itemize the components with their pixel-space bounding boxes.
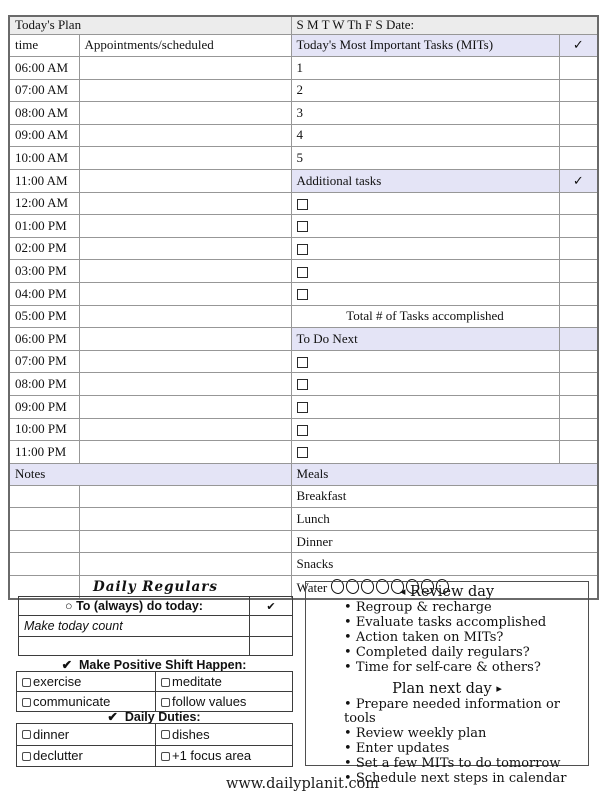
review-day-heading <box>306 584 588 600</box>
time-label: 07:00 PM <box>9 350 79 373</box>
time-label: 08:00 PM <box>9 373 79 396</box>
days-date-header: S M T W Th F S Date: <box>291 16 598 35</box>
bullet-item: • Enter updates <box>344 742 588 757</box>
task-cell: 2 <box>291 79 559 102</box>
appointment-cell <box>79 79 291 102</box>
schedule-row <box>9 441 598 464</box>
checkbox-item: dinner <box>17 724 156 746</box>
item-checkbox-icon <box>22 678 31 687</box>
task-cell <box>291 350 559 373</box>
mit-column-header: Today's Most Important Tasks (MITs) <box>291 35 559 57</box>
time-label: 02:00 PM <box>9 237 79 260</box>
empty-check-cell <box>250 637 293 656</box>
checkbox-item: dishes <box>156 724 293 746</box>
schedule-row <box>9 124 598 147</box>
daily-regulars-entry-row <box>19 616 293 637</box>
task-checkbox-icon <box>297 402 308 413</box>
task-cell: 3 <box>291 102 559 125</box>
appointment-cell <box>79 215 291 238</box>
meal-cell: Water <box>291 576 598 599</box>
task-cell: Additional tasks <box>291 169 559 192</box>
schedule-row <box>9 350 598 373</box>
checkbox-item: exercise <box>17 672 156 692</box>
appointment-cell <box>79 373 291 396</box>
checkbox-item: declutter <box>17 745 156 767</box>
schedule-row <box>9 102 598 125</box>
notes-cell-wide <box>79 508 291 531</box>
appointment-cell <box>79 124 291 147</box>
item-checkbox-icon <box>22 752 31 761</box>
task-checkbox-icon <box>297 267 308 278</box>
daily-duties-heading <box>16 709 292 724</box>
check-icon: ✔ <box>61 658 73 672</box>
check-column-header: ✓ <box>559 35 598 57</box>
site-url: www.dailyplanit.com <box>225 776 380 792</box>
checkbox-item: +1 focus area <box>156 745 293 767</box>
task-check-cell <box>559 237 598 260</box>
task-cell: 1 <box>291 57 559 80</box>
item-checkbox-icon <box>22 730 31 739</box>
schedule-row <box>9 328 598 351</box>
appointment-cell <box>79 418 291 441</box>
appointment-cell <box>79 282 291 305</box>
schedule-row <box>9 215 598 238</box>
bullet-item: • Review weekly plan <box>344 727 588 742</box>
meal-cell: Breakfast <box>291 485 598 508</box>
time-label: 01:00 PM <box>9 215 79 238</box>
notes-meal-row <box>9 508 598 531</box>
title-row <box>9 16 598 35</box>
time-label: 09:00 PM <box>9 395 79 418</box>
task-checkbox-icon <box>297 221 308 232</box>
task-check-cell <box>559 192 598 215</box>
notes-meal-row <box>9 485 598 508</box>
checkbox-item: follow values <box>156 692 293 712</box>
time-label: 08:00 AM <box>9 102 79 125</box>
schedule-row <box>9 373 598 396</box>
task-check-cell <box>559 147 598 170</box>
left-triangle-icon: ◂ <box>399 585 406 598</box>
task-cell <box>291 441 559 464</box>
bullet-item: • Set a few MITs to do tomorrow <box>344 757 588 772</box>
bullet-item: • Time for self-care & others? <box>344 661 588 676</box>
task-cell <box>291 418 559 441</box>
appointment-cell <box>79 305 291 328</box>
task-check-cell <box>559 57 598 80</box>
check-icon: ✔ <box>107 710 118 724</box>
bullet-item: • Evaluate tasks accomplished <box>344 616 588 631</box>
task-check-cell <box>559 124 598 147</box>
bullet-item: • Regroup & recharge <box>344 601 588 616</box>
plan-next-day-heading <box>306 681 588 697</box>
appointment-cell <box>79 260 291 283</box>
task-check-cell <box>559 79 598 102</box>
task-cell <box>291 260 559 283</box>
task-cell <box>291 373 559 396</box>
daily-duties-table <box>16 723 293 767</box>
item-checkbox-icon <box>161 730 170 739</box>
notes-cell-small <box>9 508 79 531</box>
schedule-row <box>9 57 598 80</box>
checkbox-item: meditate <box>156 672 293 692</box>
review-day-label: Review day <box>410 584 495 600</box>
daily-regulars-empty-cell <box>19 637 250 656</box>
meals-header: Meals <box>291 463 598 485</box>
task-check-cell <box>559 282 598 305</box>
entry-check-cell <box>250 616 293 637</box>
time-label: 09:00 AM <box>9 124 79 147</box>
review-plan-box <box>305 581 589 787</box>
item-checkbox-icon <box>161 752 170 761</box>
notes-meal-row <box>9 530 598 553</box>
schedule-row <box>9 282 598 305</box>
task-checkbox-icon <box>297 425 308 436</box>
schedule-rows <box>9 57 598 464</box>
right-triangle-icon: ▸ <box>496 681 502 695</box>
task-check-cell <box>559 350 598 373</box>
appointment-cell <box>79 192 291 215</box>
time-label: 04:00 PM <box>9 282 79 305</box>
daily-plan-table <box>8 15 599 600</box>
time-label: 12:00 AM <box>9 192 79 215</box>
positive-shift-heading <box>16 657 292 672</box>
positive-shift-table <box>16 671 293 712</box>
task-check-cell <box>559 441 598 464</box>
time-label: 03:00 PM <box>9 260 79 283</box>
time-label: 11:00 AM <box>9 169 79 192</box>
task-check-cell <box>559 260 598 283</box>
notes-cell-small <box>9 485 79 508</box>
task-check-cell: ✓ <box>559 169 598 192</box>
time-label: 10:00 PM <box>9 418 79 441</box>
task-cell <box>291 192 559 215</box>
checkbox-row <box>17 745 293 767</box>
checkbox-row <box>17 672 293 692</box>
appointment-cell <box>79 237 291 260</box>
appointment-cell <box>79 395 291 418</box>
bullet-item: • Action taken on MITs? <box>344 631 588 646</box>
notes-header: Notes <box>9 463 291 485</box>
schedule-row <box>9 237 598 260</box>
schedule-row <box>9 79 598 102</box>
notes-cell-wide <box>79 553 291 576</box>
review-day-list <box>306 601 588 676</box>
daily-regulars-title: Daily Regulars <box>93 579 218 595</box>
task-cell <box>291 215 559 238</box>
task-cell: Total # of Tasks accomplished <box>291 305 559 328</box>
plan-next-day-label: Plan next day <box>392 680 492 697</box>
task-check-cell <box>559 102 598 125</box>
appointment-cell <box>79 147 291 170</box>
plan-next-day-list <box>306 698 588 787</box>
daily-regulars-table <box>18 596 293 656</box>
notes-cell-small <box>9 530 79 553</box>
notes-cell-wide <box>79 530 291 553</box>
appointment-cell <box>79 102 291 125</box>
daily-duties-label: Daily Duties: <box>124 710 201 724</box>
appointments-column-header: Appointments/scheduled <box>79 35 291 57</box>
schedule-row <box>9 395 598 418</box>
task-checkbox-icon <box>297 199 308 210</box>
task-check-cell <box>559 328 598 351</box>
schedule-row <box>9 418 598 441</box>
task-cell: 4 <box>291 124 559 147</box>
task-cell: To Do Next <box>291 328 559 351</box>
task-cell <box>291 237 559 260</box>
task-check-cell <box>559 418 598 441</box>
page-title: Today's Plan <box>9 16 291 35</box>
task-checkbox-icon <box>297 379 308 390</box>
task-checkbox-icon <box>297 289 308 300</box>
bullet-item: • Prepare needed information or tools <box>344 698 588 728</box>
daily-regulars-empty-row <box>19 637 293 656</box>
task-checkbox-icon <box>297 357 308 368</box>
time-label: 11:00 PM <box>9 441 79 464</box>
schedule-row <box>9 169 598 192</box>
positive-shift-label: Make Positive Shift Happen: <box>79 658 247 672</box>
task-check-cell <box>559 305 598 328</box>
schedule-row <box>9 147 598 170</box>
item-checkbox-icon <box>161 678 170 687</box>
check-icon: ✔ <box>250 597 293 616</box>
task-checkbox-icon <box>297 447 308 458</box>
checkbox-row <box>17 724 293 746</box>
item-checkbox-icon <box>22 698 31 707</box>
circle-icon: ○ <box>65 599 73 613</box>
bullet-item: • Completed daily regulars? <box>344 646 588 661</box>
appointment-cell <box>79 57 291 80</box>
time-label: 06:00 AM <box>9 57 79 80</box>
checkbox-item: communicate <box>17 692 156 712</box>
task-cell <box>291 282 559 305</box>
task-check-cell <box>559 395 598 418</box>
notes-cell-wide <box>79 485 291 508</box>
time-label: 07:00 AM <box>9 79 79 102</box>
schedule-row <box>9 260 598 283</box>
notes-cell-small <box>9 553 79 576</box>
notes-meal-row <box>9 553 598 576</box>
time-column-header: time <box>9 35 79 57</box>
task-check-cell <box>559 215 598 238</box>
schedule-row <box>9 305 598 328</box>
todo-header-label: To (always) do today: <box>76 599 203 613</box>
meal-cell: Dinner <box>291 530 598 553</box>
task-checkbox-icon <box>297 244 308 255</box>
task-cell: 5 <box>291 147 559 170</box>
appointment-cell <box>79 328 291 351</box>
time-label: 05:00 PM <box>9 305 79 328</box>
daily-regulars-header-row <box>19 597 293 616</box>
meal-cell: Lunch <box>291 508 598 531</box>
task-check-cell <box>559 373 598 396</box>
column-header-row <box>9 35 598 57</box>
daily-regulars-entry: Make today count <box>19 616 250 637</box>
appointment-cell <box>79 441 291 464</box>
appointment-cell <box>79 350 291 373</box>
bullet-item: • Schedule next steps in calendar <box>344 772 588 787</box>
item-checkbox-icon <box>161 698 170 707</box>
time-label: 10:00 AM <box>9 147 79 170</box>
notes-meals-header-row <box>9 463 598 485</box>
todo-header-cell <box>19 597 250 616</box>
time-label: 06:00 PM <box>9 328 79 351</box>
meal-cell: Snacks <box>291 553 598 576</box>
appointment-cell <box>79 169 291 192</box>
task-cell <box>291 395 559 418</box>
schedule-row <box>9 192 598 215</box>
